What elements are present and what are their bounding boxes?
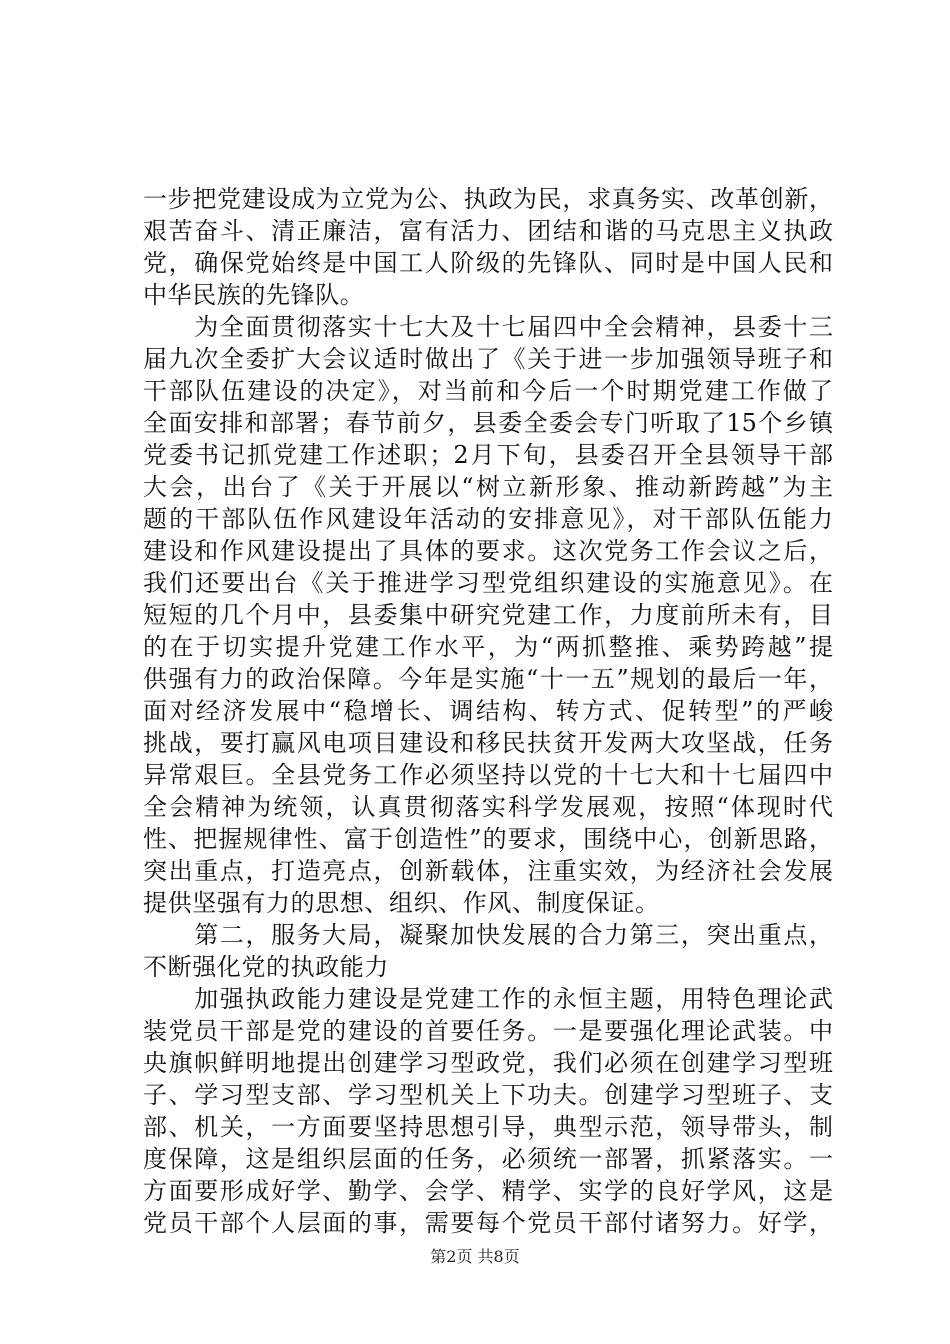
page-footer: 第2页 共8页 [430, 1247, 520, 1266]
body-text-line: 干部队伍建设的决定》，对当前和今后一个时期党建工作做了 [143, 377, 833, 405]
body-text-line: 突出重点，打造亮点，创新载体，注重实效，为经济社会发展 [143, 857, 833, 885]
body-text-line: 第二，服务大局，凝聚加快发展的合力第三，突出重点， [143, 921, 833, 949]
body-text-line: 子、学习型支部、学习型机关上下功夫。创建学习型班子、支 [143, 1081, 833, 1109]
body-text-line: 度保障，这是组织层面的任务，必须统一部署，抓紧落实。一 [143, 1145, 833, 1173]
body-text-line: 全面安排和部署；春节前夕，县委全委会专门听取了15个乡镇 [143, 409, 833, 437]
body-text-line: 届九次全委扩大会议适时做出了《关于进一步加强领导班子和 [143, 345, 833, 373]
body-text-line: 中华民族的先锋队。 [143, 281, 365, 309]
body-text-line: 短短的几个月中，县委集中研究党建工作，力度前所未有，目 [143, 601, 833, 629]
body-text-line: 装党员干部是党的建设的首要任务。一是要强化理论武装。中 [143, 1017, 833, 1045]
body-text-line: 的在于切实提升党建工作水平，为“两抓整推、乘势跨越”提 [143, 633, 833, 661]
body-text-line: 性、把握规律性、富于创造性”的要求，围绕中心，创新思路， [143, 825, 833, 853]
body-text-line: 党，确保党始终是中国工人阶级的先锋队、同时是中国人民和 [143, 249, 833, 277]
body-text-line: 部、机关，一方面要坚持思想引导，典型示范，领导带头，制 [143, 1113, 833, 1141]
document-body [143, 183, 833, 1239]
body-text-line: 为全面贯彻落实十七大及十七届四中全会精神，县委十三 [143, 313, 833, 341]
body-text-line: 不断强化党的执政能力 [143, 953, 389, 981]
body-text-line: 建设和作风建设提出了具体的要求。这次党务工作会议之后， [143, 537, 833, 565]
body-text-line: 全会精神为统领，认真贯彻落实科学发展观，按照“体现时代 [143, 793, 833, 821]
body-text-line: 面对经济发展中“稳增长、调结构、转方式、促转型”的严峻 [143, 697, 833, 725]
body-text-line: 提供坚强有力的思想、组织、作风、制度保证。 [143, 889, 660, 917]
body-text-line: 供强有力的政治保障。今年是实施“十一五”规划的最后一年， [143, 665, 833, 693]
body-text-line: 方面要形成好学、勤学、会学、精学、实学的良好学风，这是 [143, 1177, 833, 1205]
body-text-line: 一步把党建设成为立党为公、执政为民，求真务实、改革创新， [143, 185, 833, 213]
body-text-line: 央旗帜鲜明地提出创建学习型政党，我们必须在创建学习型班 [143, 1049, 833, 1077]
body-text-line: 党员干部个人层面的事，需要每个党员干部付诸努力。好学， [143, 1209, 833, 1237]
body-text-line: 艰苦奋斗、清正廉洁，富有活力、团结和谐的马克思主义执政 [143, 217, 833, 245]
body-text-line: 党委书记抓党建工作述职；2月下旬，县委召开全县领导干部 [143, 441, 833, 469]
body-text-line: 挑战，要打赢风电项目建设和移民扶贫开发两大攻坚战，任务 [143, 729, 833, 757]
body-text-line: 题的干部队伍作风建设年活动的安排意见》，对干部队伍能力 [143, 505, 833, 533]
body-text-line: 大会，出台了《关于开展以“树立新形象、推动新跨越”为主 [143, 473, 833, 501]
body-text-line: 加强执政能力建设是党建工作的永恒主题，用特色理论武 [143, 985, 833, 1013]
body-text-line: 我们还要出台《关于推进学习型党组织建设的实施意见》。在 [143, 569, 833, 597]
body-text-line: 异常艰巨。全县党务工作必须坚持以党的十七大和十七届四中 [143, 761, 833, 789]
